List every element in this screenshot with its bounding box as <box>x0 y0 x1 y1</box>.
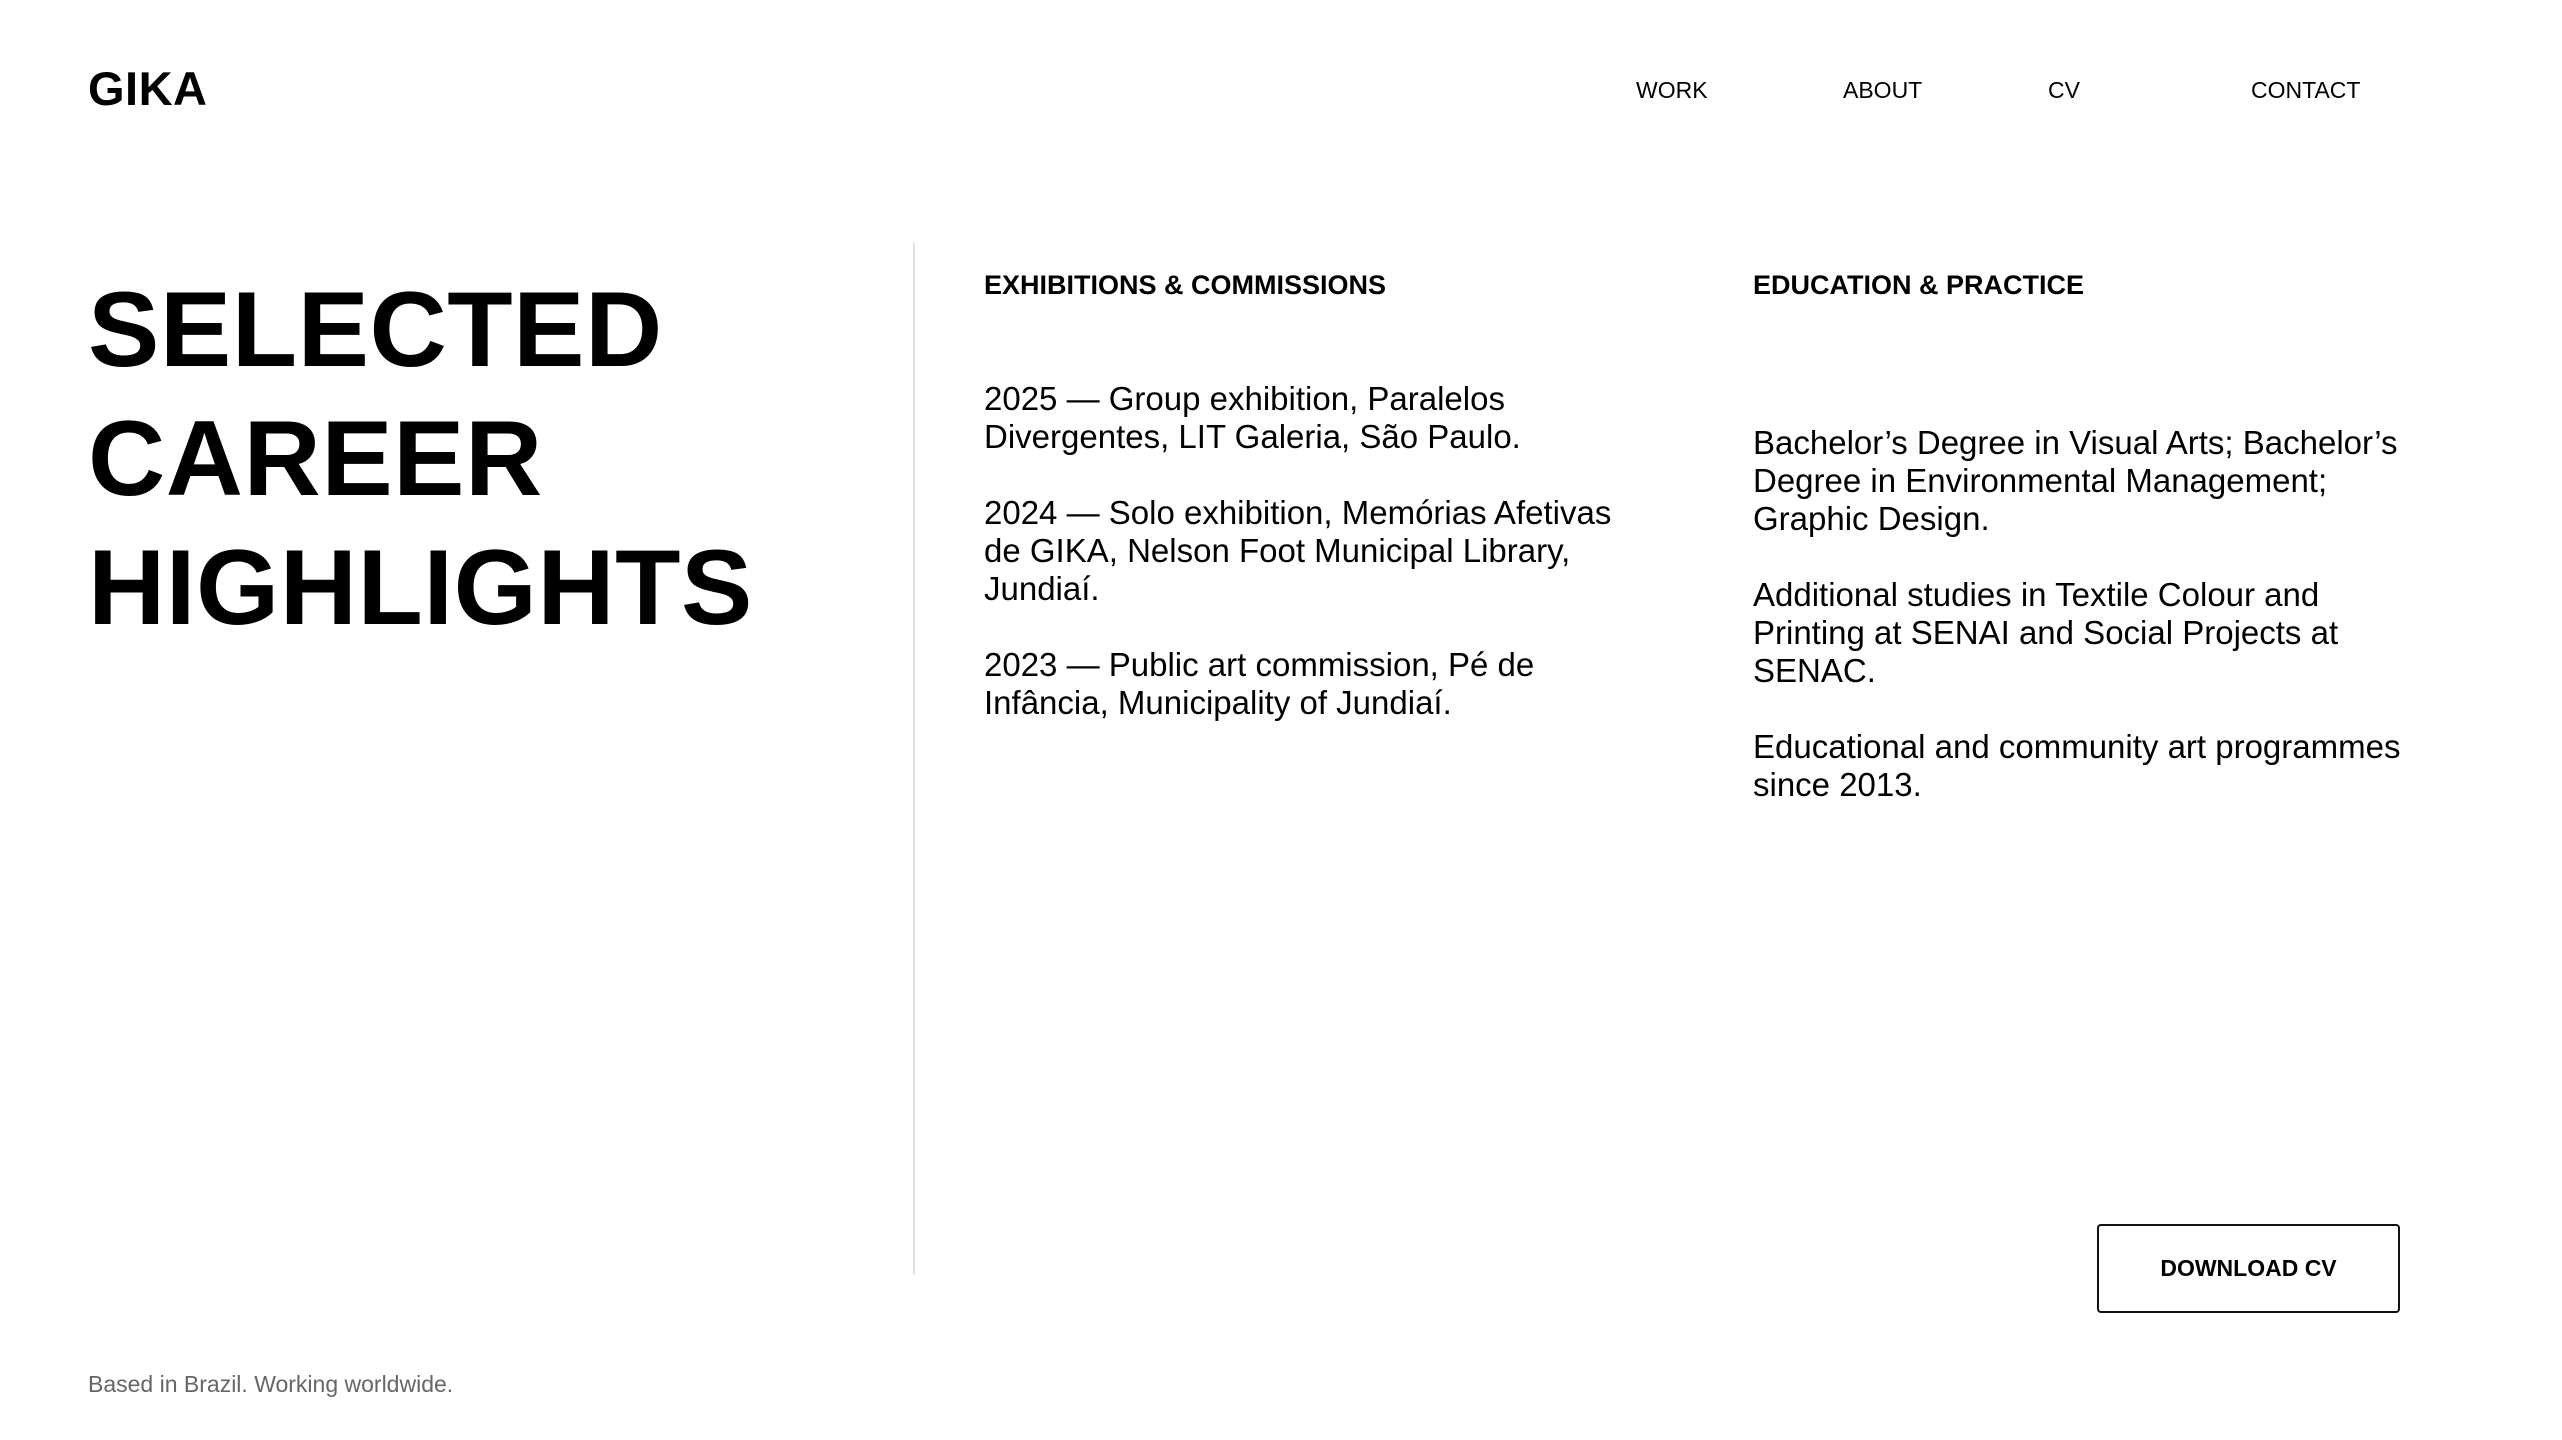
education-heading: EDUCATION & PRACTICE <box>1753 270 2085 300</box>
education-item: Educational and community art programmes since 2013. <box>1753 728 2401 803</box>
exhibitions-list <box>984 380 1644 722</box>
page-title-line: CAREER <box>88 398 543 518</box>
exhibition-item: 2025 — Group exhibition, Paralelos Divergentes, LIT Galeria, São Paulo. <box>984 380 1521 455</box>
exhibition-item: 2023 — Public art commission, Pé de Infância, Municipality of Jundiaí. <box>984 646 1535 721</box>
nav-link-contact[interactable]: CONTACT <box>2251 77 2361 103</box>
education-item: Additional studies in Textile Colour and Printing at SENAI and Social Projects at SENAC. <box>1753 576 2339 689</box>
page-title-line: HIGHLIGHTS <box>88 527 753 647</box>
page-title <box>88 265 753 652</box>
footer-location-note: Based in Brazil. Working worldwide. <box>88 1371 454 1397</box>
education-item: Bachelor’s Degree in Visual Arts; Bachelor’s Degree in Environmental Management; Graphic Design. <box>1753 424 2398 537</box>
education-list <box>1753 424 2433 804</box>
nav-link-cv[interactable]: CV <box>2048 77 2080 103</box>
exhibition-item: 2024 — Solo exhibition, Memórias Afetivas de GIKA, Nelson Foot Municipal Library, Jundiaí. <box>984 494 1612 607</box>
download-cv-button[interactable]: DOWNLOAD CV <box>2097 1224 2400 1313</box>
page-title-line: SELECTED <box>88 269 663 389</box>
exhibitions-heading: EXHIBITIONS & COMMISSIONS <box>984 270 1387 300</box>
site-logo[interactable]: GIKA <box>88 62 208 115</box>
nav-link-work[interactable]: WORK <box>1636 77 1708 103</box>
nav-link-about[interactable]: ABOUT <box>1843 77 1923 103</box>
vertical-divider <box>913 243 915 1275</box>
